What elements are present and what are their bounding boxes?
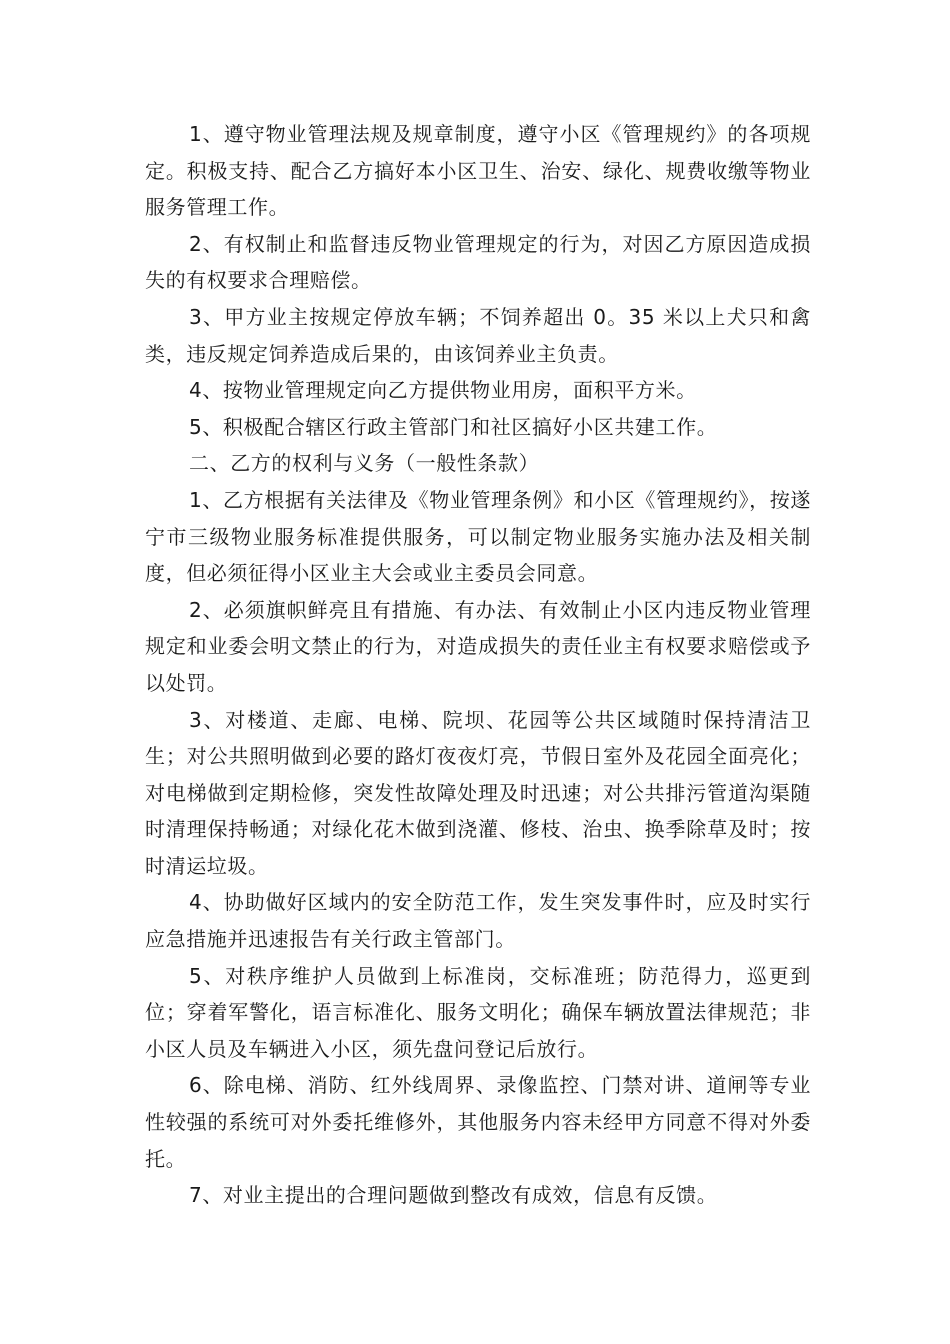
section-heading-party-b: 二、乙方的权利与义务（一般性条款） [189,451,540,476]
paragraph-party-b-7: 7、对业主提出的合理问题做到整改有成效，信息有反馈。 [189,1183,718,1208]
paragraph-party-b-6: 6、除电梯、消防、红外线周界、录像监控、门禁对讲、道闸等专业性较强的系统可对外委托维修外，其他服务内容未经甲方同意不得对外委托。 [145,1073,811,1171]
paragraph-owner-duty-1: 1、遵守物业管理法规及规章制度，遵守小区《管理规约》的各项规定。积极支持、配合乙方搞好本小区卫生、治安、绿化、规费收缴等物业服务管理工作。 [145,122,811,220]
paragraph-owner-duty-3: 3、甲方业主按规定停放车辆；不饲养超出 0。35 米以上犬只和禽类，违反规定饲养造成后果的，由该饲养业主负责。 [145,304,811,366]
paragraph-owner-duty-2: 2、有权制止和监督违反物业管理规定的行为，对因乙方原因造成损失的有权要求合理赔偿。 [145,231,811,293]
paragraph-party-b-4: 4、协助做好区域内的安全防范工作，发生突发事件时，应及时实行应急措施并迅速报告有关行政主管部门。 [145,890,811,952]
paragraph-party-b-3: 3、对楼道、走廊、电梯、院坝、花园等公共区域随时保持清洁卫生；对公共照明做到必要的路灯夜夜灯亮，节假日室外及花园全面亮化；对电梯做到定期检修，突发性故障处理及时迅速；对公共排污管道沟渠随时清理保持畅通；对绿化花木做到浇灌、修枝、治虫、换季除草及时；按时清运垃圾。 [145,707,811,878]
paragraph-party-b-5: 5、对秩序维护人员做到上标准岗，交标准班；防范得力，巡更到位；穿着军警化，语言标准化、服务文明化；确保车辆放置法律规范；非小区人员及车辆进入小区，须先盘问登记后放行。 [145,963,811,1061]
paragraph-party-b-1: 1、乙方根据有关法律及《物业管理条例》和小区《管理规约》，按遂宁市三级物业服务标准提供服务，可以制定物业服务实施办法及相关制度，但必须征得小区业主大会或业主委员会同意。 [145,487,811,586]
document-body [145,116,811,1214]
paragraph-owner-duty-4: 4、按物业管理规定向乙方提供物业用房，面积平方米。 [189,378,697,403]
paragraph-party-b-2: 2、必须旗帜鲜亮且有措施、有办法、有效制止小区内违反物业管理规定和业委会明文禁止的行为，对造成损失的责任业主有权要求赔偿或予以处罚。 [145,597,811,695]
paragraph-owner-duty-5: 5、积极配合辖区行政主管部门和社区搞好小区共建工作。 [189,414,718,439]
